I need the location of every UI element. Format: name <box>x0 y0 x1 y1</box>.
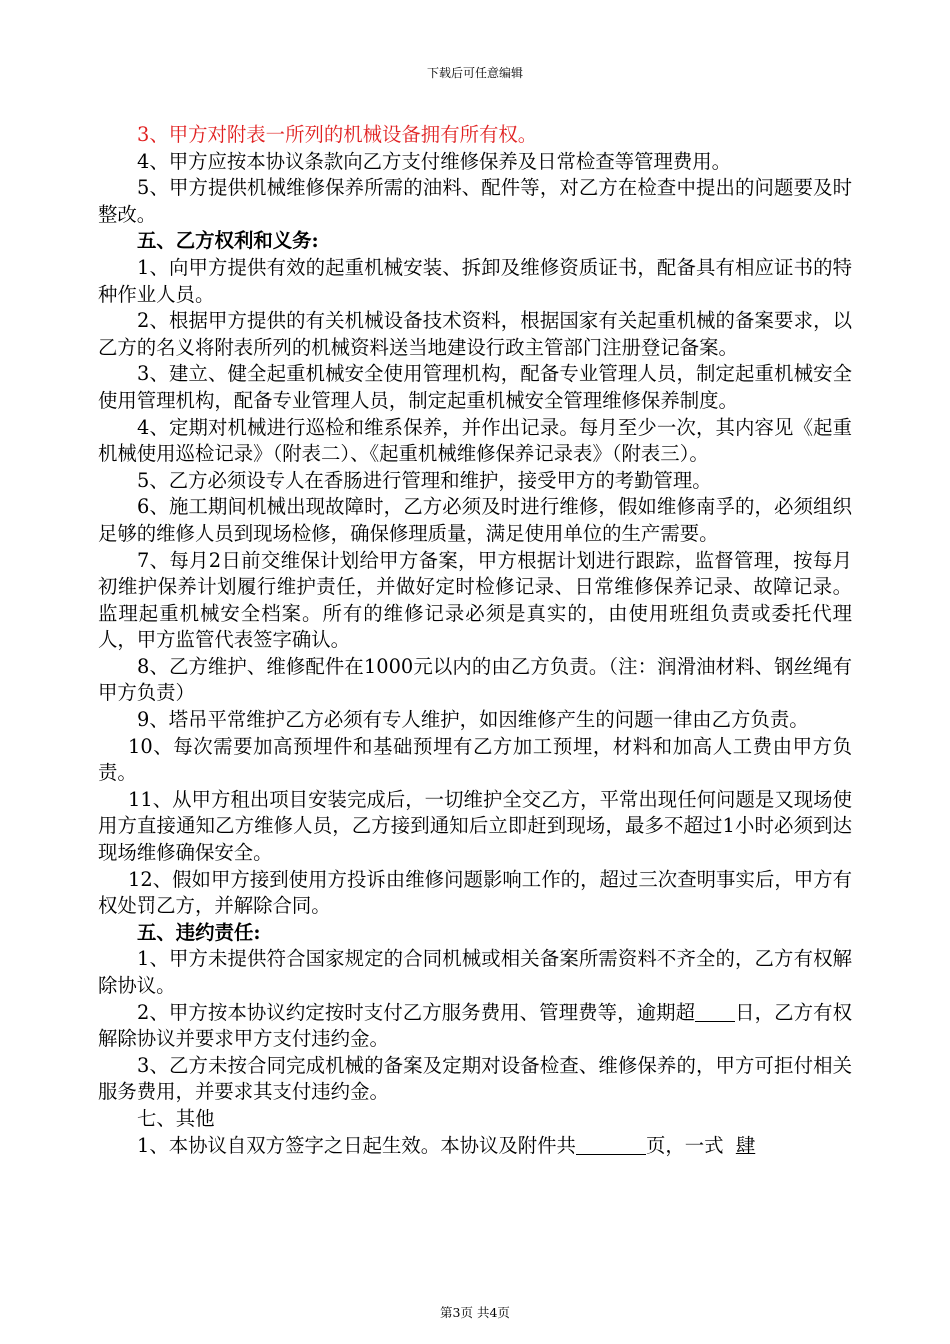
clause-b11: 11、从甲方租出项目安装完成后，一切维护全交乙方，平常出现任何问题是又现场使用方直接通知乙方维修人员，乙方接到通知后立即赶到现场，最多不超过1小时必须到达现场维修确保安全。 <box>98 787 852 865</box>
clause-b10: 10、每次需要加高预埋件和基础预埋有乙方加工预埋，材料和加高人工费由甲方负责。 <box>98 734 852 785</box>
clause-a5: 5、甲方提供机械维修保养所需的油料、配件等，对乙方在检查中提出的问题要及时整改。 <box>98 176 852 226</box>
clause-d1 <box>98 1133 852 1160</box>
clause-b3: 3、建立、健全起重机械安全使用管理机构，配备专业管理人员，制定起重机械安全使用管理机构，配备专业管理人员，制定起重机械安全管理维修保养制度。 <box>98 362 852 412</box>
clause-a3: 3、甲方对附表一所列的机械设备拥有所有权。 <box>137 123 538 146</box>
page-header: 下载后可任意编辑 <box>426 66 523 80</box>
clause-c3: 3、乙方未按合同完成机械的备案及定期对设备检查、维修保养的，甲方可拒付相关服务费用，并要求其支付违约金。 <box>98 1053 852 1104</box>
section-heading-other: 七、其他 <box>137 1106 215 1130</box>
clause-b9: 9、塔吊平常维护乙方必须有专人维护，如因维修产生的问题一律由乙方负责。 <box>137 708 809 732</box>
clause-b5a: 5、乙方必须设专人在香肠进行管理和维护，接受甲方的考勤管理。 <box>137 468 712 492</box>
blank-days <box>695 1001 735 1022</box>
copies-count: 肆 <box>735 1133 756 1157</box>
blank-pages <box>576 1134 646 1155</box>
clause-d1-part1: 1、本协议自双方签字之日起生效。本协议及附件共 <box>137 1133 576 1157</box>
page-footer: 第3页 共4页 <box>440 1305 510 1320</box>
clause-b6: 6、施工期间机械出现故障时，乙方必须及时进行维修，假如维修南孚的，必须组织足够的维修人员到现场检修，确保修理质量，满足使用单位的生产需要。 <box>98 495 852 545</box>
clause-c2 <box>98 1000 852 1053</box>
clause-b2: 2、根据甲方提供的有关机械设备技术资料，根据国家有关起重机械的备案要求，以乙方的名义将附表所列的机械资料送当地建设行政主管部门注册登记备案。 <box>98 309 852 359</box>
clause-b1: 1、向甲方提供有效的起重机械安装、拆卸及维修资质证书，配备具有相应证书的特种作业人员。 <box>98 255 852 306</box>
clause-d1-part2: 页，一式 <box>645 1133 724 1157</box>
clause-b4: 4、定期对机械进行巡检和维系保养，并作出记录。每月至少一次，其内容见《起重机械使用巡检记录》（附表二）、《起重机械维修保养记录表》（附表三）。 <box>98 415 852 466</box>
clause-c1: 1、甲方未提供符合国家规定的合同机械或相关备案所需资料不齐全的，乙方有权解除协议。 <box>98 947 852 997</box>
clause-b8: 8、乙方维护、维修配件在1000元以内的由乙方负责。（注：润滑油材料、钢丝绳有甲方负责） <box>98 654 852 705</box>
clause-b12: 12、假如甲方接到使用方投诉由维修问题影响工作的，超过三次查明事实后，甲方有权处罚乙方，并解除合同。 <box>98 867 852 918</box>
clause-b7: 7、每月2日前交维保计划给甲方备案，甲方根据计划进行跟踪，监督管理，按每月初维护保养计划履行维护责任，并做好定时检修记录、日常维修保养记录、故障记录。监理起重机械安全档案。所有的维修记录必须是真实的，由使用班组负责或委托代理人，甲方监管代表签字确认。 <box>98 548 852 652</box>
section-heading-breach: 五、违约责任: <box>137 920 261 944</box>
clause-c2-part2: 日，乙方有权解除协议并要求甲方支付违约金。 <box>98 1000 853 1051</box>
document-body <box>98 122 852 1159</box>
clause-c2-part1: 2、甲方按本协议约定按时支付乙方服务费用、管理费等，逾期超 <box>137 1000 696 1024</box>
clause-a4: 4、甲方应按本协议条款向乙方支付维修保养及日常检查等管理费用。 <box>137 149 732 173</box>
section-heading-party-b: 五、乙方权利和义务: <box>137 229 319 253</box>
